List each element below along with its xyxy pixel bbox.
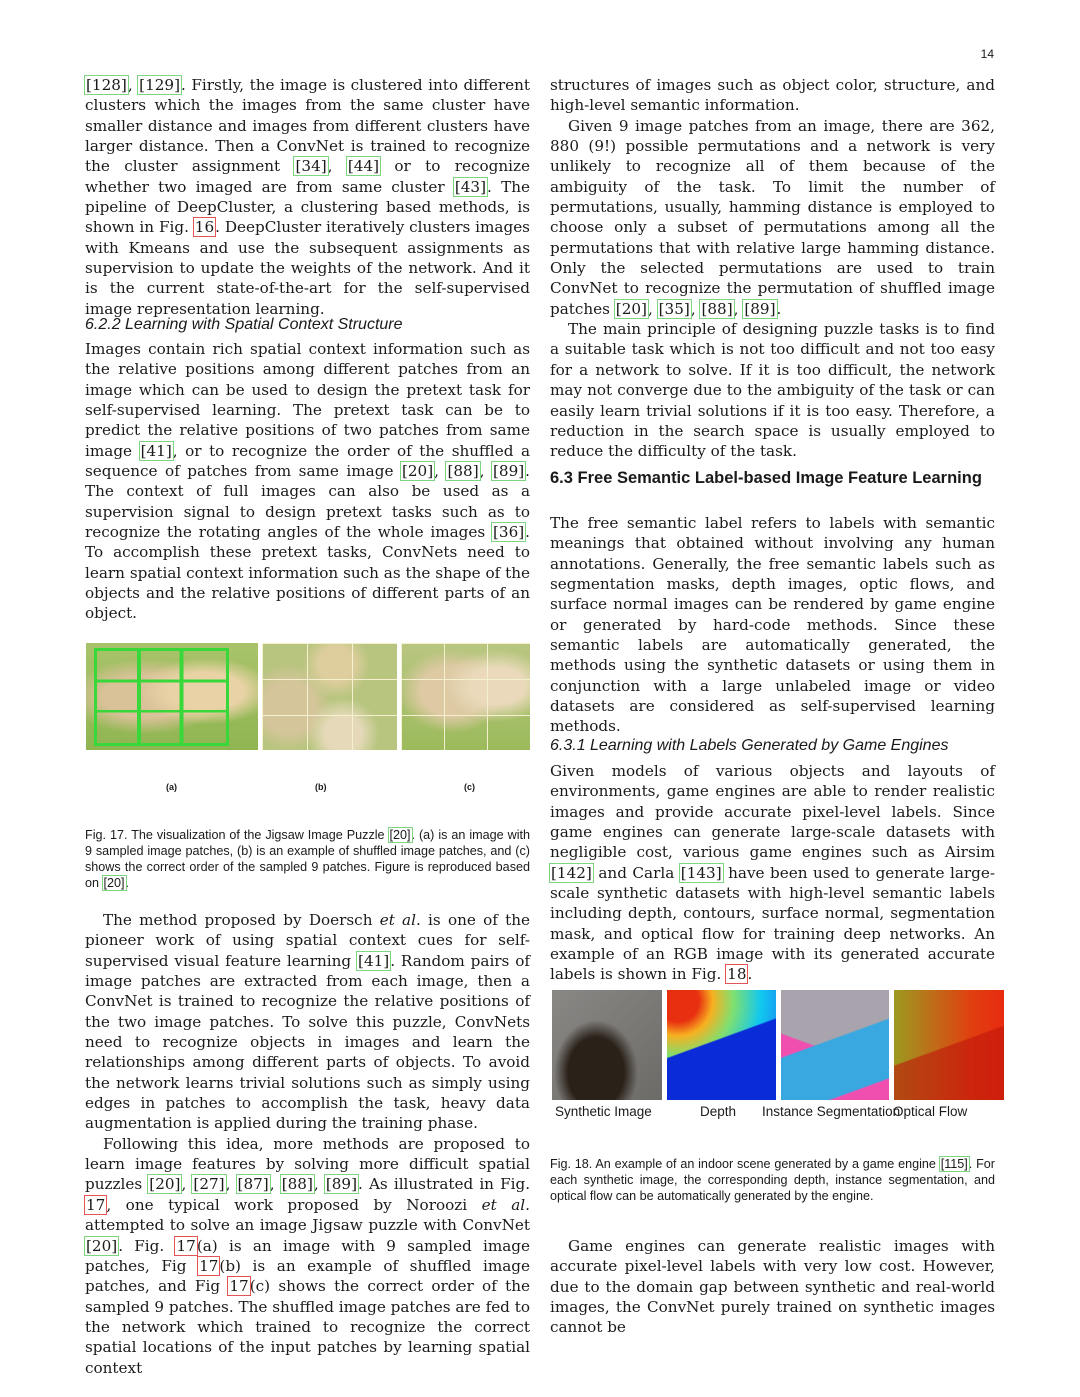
text-run: .: [125, 876, 130, 890]
text-run: attempted to solve an image Jigsaw puzzle with ConvNet: [85, 1216, 530, 1235]
text-run: . Random pairs of image patches are extracted from each image, then a ConvNet is trained to recognize the relative positions of the two image patches. To solve this puzzle, ConvNets need to recognize objects in images and learn the relationships among different parts of objects. To avoid the network learns trivial solutions such as simply using edges in patches to accomplish the task, heavy data augmentation is applied during the training phase.: [85, 951, 530, 1133]
section-heading-6-3: 6.3 Free Semantic Label-based Image Feature Learning: [550, 469, 982, 487]
text-run: ,: [225, 1175, 237, 1194]
citation-link[interactable]: [20]: [401, 462, 434, 481]
text-run: ,: [313, 1175, 325, 1194]
citation-link[interactable]: [142]: [551, 863, 592, 882]
text-run: Following this idea, more methods are proposed to learn image features by solving more difficult spatial puzzles: [85, 1134, 530, 1194]
text-run: Given models of various objects and layouts of environments, game engines are able to render realistic images and provide accurate pixel-level labels. Since game engines can generate large-scale datasets with negligible cost, various game engines such as Airsim: [550, 762, 995, 862]
text-run: The main principle of designing puzzle tasks is to find a suitable task which is not too difficult and not too easy for a network to solve. If it is too difficult, the network may not converge due to the ambiguity of the task or can easily learn trivial solutions if it is too easy. Therefore, a reduction in the search space is usually employed to reduce the difficulty of the task.: [550, 320, 995, 461]
text-run: . The context of full images can also be used as a supervision signal to design pretext tasks such as to recognize the rotating angles of the whole images: [85, 462, 530, 542]
text-run: ,: [647, 299, 658, 318]
text-run: or to recognize whether two imaged are from same cluster: [85, 157, 530, 196]
figure-reference-link[interactable]: 18: [727, 965, 747, 984]
paragraph: [550, 75, 995, 462]
citation-link[interactable]: [41]: [358, 951, 390, 970]
section-heading-6-3-1: 6.3.1 Learning with Labels Generated by Game Engines: [550, 737, 949, 754]
figure-label-synthetic: Synthetic Image: [555, 1104, 652, 1119]
citation-link[interactable]: [20]: [615, 299, 647, 318]
citation-link[interactable]: [36]: [492, 523, 525, 542]
text-run: . (a) is an image with 9 sampled image patches, (b) is an example of shuffled image patches, and (c) shows the correct order of the sampled 9 patches. Figure is reproduced based on: [85, 828, 531, 890]
text-run: . The pipeline of DeepCluster, a clustering based methods, is shown in Fig.: [85, 177, 530, 237]
paragraph: [85, 75, 530, 319]
synthetic-image: [552, 990, 662, 1100]
page-number: 14: [980, 47, 994, 61]
citation-link[interactable]: [43]: [454, 177, 487, 196]
text-run: , one typical work proposed by Noroozi: [106, 1195, 482, 1214]
jigsaw-image-b: [262, 643, 397, 750]
citation-link[interactable]: [27]: [193, 1175, 225, 1194]
text-run: . Firstly, the image is clustered into different clusters which the images from the same cluster have smaller distance and images from different clusters have larger distance. Then a ConvNet is trained to recognize the cluster assignment: [85, 76, 531, 176]
citation-link[interactable]: [88]: [281, 1175, 313, 1194]
subfigure-label-c: (c): [464, 782, 475, 792]
jigsaw-image-c: [401, 643, 530, 750]
citation-link[interactable]: [20]: [389, 828, 411, 842]
citation-link[interactable]: [20]: [103, 876, 125, 890]
paragraph: [550, 761, 995, 985]
optical-flow-image: [894, 990, 1004, 1100]
text-run: . To accomplish these pretext tasks, ConvNets need to learn spatial context information such as the shape of the objects and the relative positions of different parts of an object.: [85, 523, 530, 623]
paragraph: [85, 339, 530, 624]
text-run: . For each synthetic image, the corresponding depth, instance segmentation, and optical flow can be automatically generated by the engine.: [550, 1157, 995, 1203]
citation-link[interactable]: [41]: [140, 441, 172, 460]
text-run: and Carla: [592, 863, 680, 882]
instance-segmentation-image: [781, 990, 889, 1100]
text-run: have been used to generate large-scale synthetic datasets with high-level semantic labels including depth, contours, surface normal, segmentation mask, and optical flow for training deep networks. An example of an RGB image with its generated accurate labels is shown in Fig.: [550, 863, 995, 984]
text-run: ,: [181, 1175, 193, 1194]
text-run: ,: [690, 299, 701, 318]
citation-link[interactable]: [88]: [701, 299, 733, 318]
section-heading-6-2-2: 6.2.2 Learning with Spatial Context Structure: [85, 316, 403, 333]
text-run: Given 9 image patches from an image, there are 362, 880 (9!) possible permutations and a network is very unlikely to recognize all of them because of the ambiguity of the task. To limit the number of permutations, usually, hamming distance is employed to choose only a subset of permutations among all the permutations that with relative large hamming distance. Only the selected permutations are used to train ConvNet to recognize the permutation of shuffled image patches: [550, 116, 995, 318]
paragraph: [85, 910, 530, 1378]
subfigure-label-a: (a): [166, 782, 177, 792]
text-run: ,: [733, 299, 744, 318]
depth-image: [667, 990, 776, 1100]
figure-reference-link[interactable]: 17: [176, 1236, 196, 1255]
citation-link[interactable]: [35]: [658, 299, 690, 318]
figure-label-segmentation: Instance Segmentation: [762, 1104, 901, 1119]
text-run: Fig. 18. An example of an indoor scene generated by a game engine: [550, 1157, 940, 1171]
figure-17-caption: [85, 827, 530, 891]
citation-link[interactable]: [34]: [295, 157, 327, 176]
text-run: ,: [269, 1175, 281, 1194]
text-run: structures of images such as object color, structure, and high-level semantic information.: [550, 76, 995, 115]
figure-label-optical-flow: Optical Flow: [893, 1104, 968, 1119]
figure-reference-link[interactable]: 17: [229, 1277, 249, 1296]
citation-link[interactable]: [89]: [325, 1175, 358, 1194]
figure-18-caption: [550, 1156, 995, 1204]
text-run: Images contain rich spatial context information such as the relative positions among different patches from an image which can be used to design the pretext task for self-supervised learning. The pretext task can be to predict the relative positions of two patches from same image: [85, 340, 530, 460]
figure-label-depth: Depth: [700, 1104, 737, 1119]
text-run: (a) is an image with 9 sampled image patches, Fig: [85, 1236, 530, 1275]
figure-reference-link[interactable]: 16: [194, 218, 215, 237]
citation-link[interactable]: [88]: [447, 462, 479, 481]
subfigure-label-b: (b): [315, 782, 327, 792]
citation-link[interactable]: [87]: [237, 1175, 269, 1194]
jigsaw-image-a: [86, 643, 258, 750]
citation-link[interactable]: [128]: [86, 76, 127, 94]
text-run: Fig. 17. The visualization of the Jigsaw Image Puzzle: [85, 828, 389, 842]
figure-reference-link[interactable]: 17: [86, 1195, 106, 1214]
text-run: ,: [327, 157, 347, 176]
text-run: The free semantic label refers to labels with semantic meanings that obtained without involving any human annotations. Generally, the free semantic labels such as segmentation masks, depth images, optic flows, and surface normal images can be rendered by game engine or generated by hard-code methods. Since these semantic labels are automatically generated, the methods using the synthetic datasets or using them in conjunction with a large unlabeled image or video datasets are considered as self-supervised learning methods.: [550, 514, 995, 736]
italic-text: et al.: [481, 1195, 530, 1214]
citation-link[interactable]: [89]: [744, 299, 776, 318]
text-run: . DeepCluster iteratively clusters images with Kmeans and use the subsequent assignments as supervision to update the weights of the network. And it is the current state-of-the-art for the self-supervised image representation learning.: [85, 218, 530, 318]
text-run: (c) shows the correct order of the sampled 9 patches. The shuffled image patches are fed to the network which trained to recognize the correct spatial locations of the input patches by learning spatial context: [85, 1277, 530, 1377]
text-run: Game engines can generate realistic images with accurate pixel-level labels with very low cost. However, due to the domain gap between synthetic and real-world images, the ConvNet purely trained on synthetic images cannot be: [550, 1237, 995, 1337]
text-run: The method proposed by Doersch: [103, 911, 380, 929]
figure-reference-link[interactable]: 17: [199, 1256, 219, 1275]
text-run: is one of the pioneer work of using spatial context cues for self-supervised visual feature learning: [85, 911, 530, 970]
paragraph: [550, 513, 995, 737]
text-run: (b) is an example of shuffled image patches, and Fig: [85, 1256, 530, 1296]
text-run: , or to recognize the order of the shuffled a sequence of patches from same image: [85, 441, 531, 481]
citation-link[interactable]: [129]: [139, 76, 181, 94]
text-run: ,: [434, 462, 447, 481]
citation-link[interactable]: [20]: [86, 1236, 118, 1255]
text-run: .: [747, 965, 753, 984]
text-run: .: [776, 299, 782, 318]
italic-text: et al.: [379, 911, 421, 929]
citation-link[interactable]: [20]: [149, 1175, 181, 1194]
text-run: ,: [127, 76, 139, 94]
citation-link[interactable]: [44]: [347, 157, 380, 176]
citation-link[interactable]: [115]: [940, 1157, 968, 1171]
text-run: . As illustrated in Fig.: [358, 1175, 531, 1194]
paragraph: [550, 1236, 995, 1338]
citation-link[interactable]: [143]: [680, 863, 722, 882]
text-run: ,: [479, 462, 492, 481]
citation-link[interactable]: [89]: [492, 462, 525, 481]
text-run: . Fig.: [118, 1236, 176, 1255]
